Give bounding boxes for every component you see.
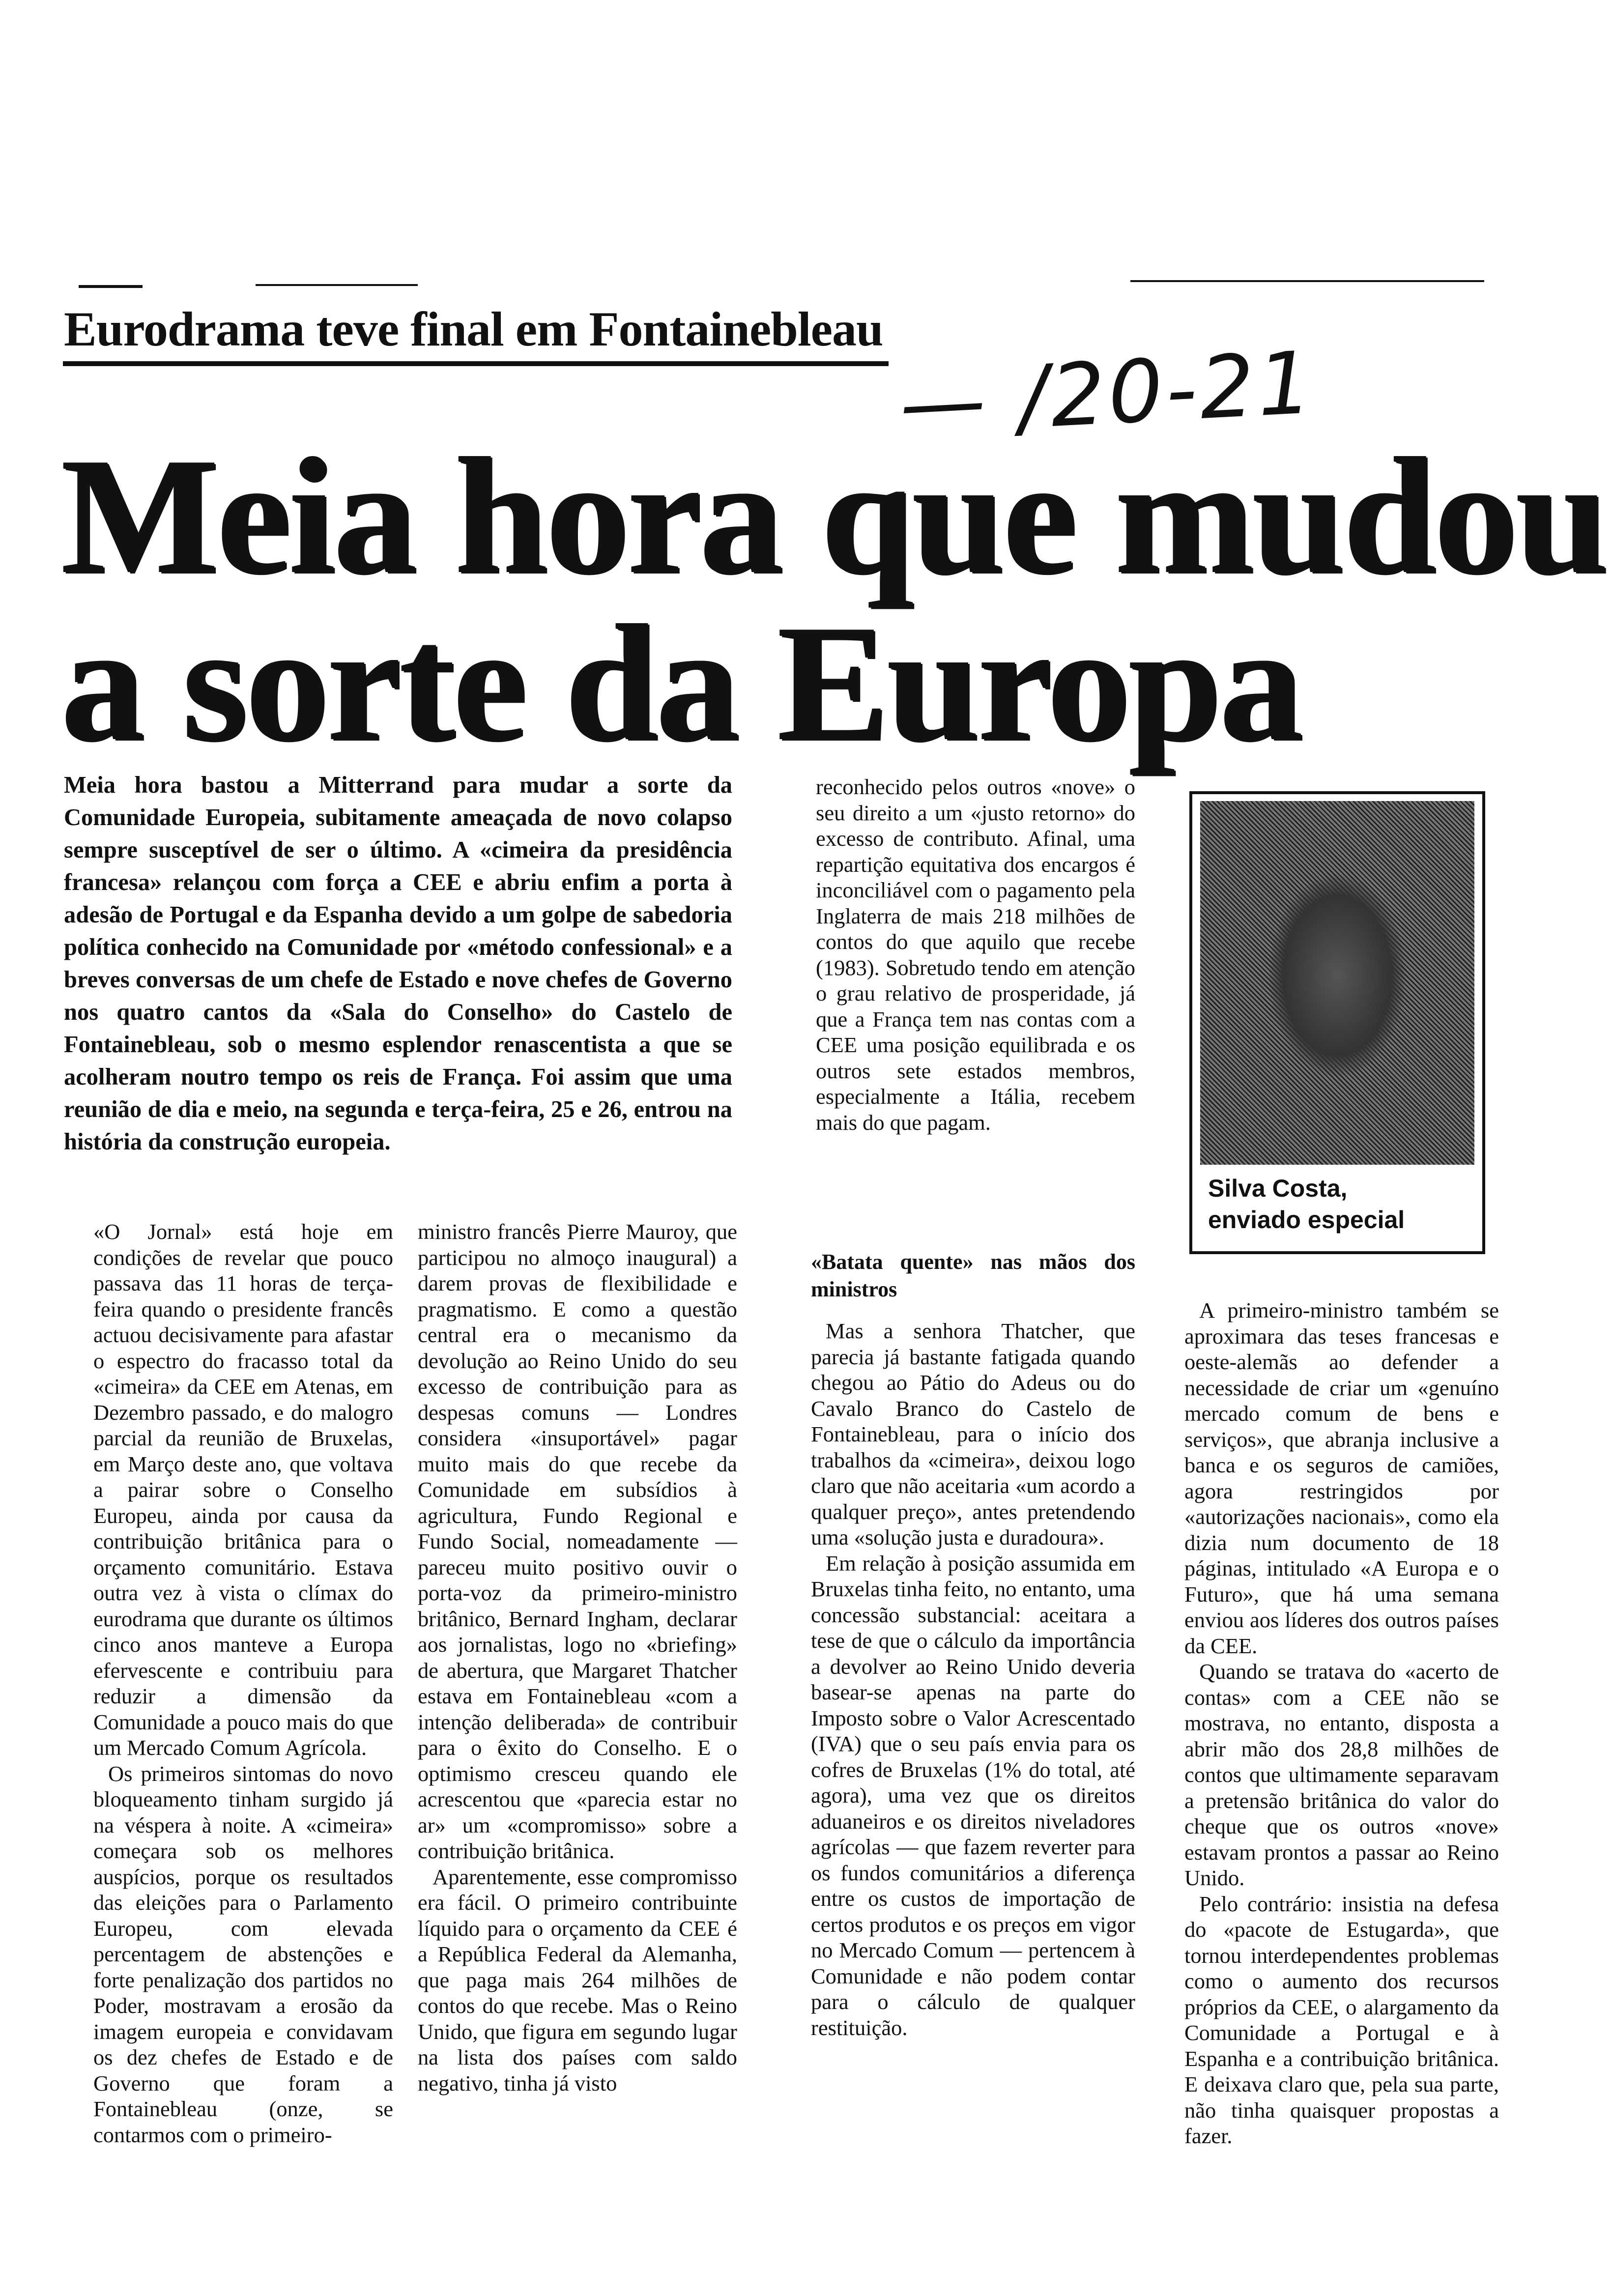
byline [1208,1173,1405,1235]
col3b-para-2: Em relação à posição assumida em Bruxelas tinha feito, no entanto, uma concessão substancial: aceitara a tese de que o cálculo da importância a devolver ao Reino Unido deveria basear-se apenas na parte do Imposto sobre o Valor Acrescentado (IVA) que o seu país envia para os cofres de Bruxelas (1% do total, até agora), uma vez que os direitos aduaneiros e os direitos niveladores agrícolas — que fazem reverter para os fundos comunitários a diferença entre os custos de importação de certos produtos e os preços em vigor no Mercado Comum — pertencem à Comunidade e não podem contar para o cálculo de qualquer restituição. [811,1550,1135,2040]
col1-para-1: «O Jornal» está hoje em condições de revelar que pouco passava das 11 horas de terça-feira quando o presidente francês actuou decisivamente para afastar o espectro do fracasso total da «cimeira» da CEE em Atenas, em Dezembro passado, e do malogro parcial da reunião de Bruxelas, em Março deste ano, que voltava a pairar sobre o Conselho Europeu, ainda por causa da contribuição britânica para o orçamento comunitário. Estava outra vez à vista o clímax do eurodrama que durante os últimos cinco anos manteve a Europa efervescente e contribuiu para reduzir a dimensão da Comunidade a pouco mais do que um Mercado Comum Agrícola. [93,1219,393,1760]
byline-role: enviado especial [1208,1206,1405,1234]
col4-para-1: A primeiro-ministro também se aproximara das teses francesas e oeste-alemãs ao defender a necessidade de criar um «genuíno mercado comum de bens e serviços», que abranja inclusive a banca e os seguros de camiões, agora restringidos por «autorizações nacionais», como ela dizia num documento de 18 páginas, intitulado «A Europa e o Futuro», que há uma semana enviou aos líderes dos outros países da CEE. [1184,1298,1499,1658]
column-4 [1184,1297,1499,2149]
column-3-bottom [811,1248,1135,2040]
col4-para-2: Quando se tratava do «acerto de contas» com a CEE não se mostrava, no entanto, disposta a abrir mão dos 28,8 milhões de contos que ultimamente separavam a pretensão britânica do valor do cheque que os outros «nove» estavam prontos a passar ao Reino Unido. [1184,1659,1499,1890]
top-rule-right [1130,280,1484,282]
top-rule-mid [256,284,418,286]
col2-para-1: ministro francês Pierre Mauroy, que participou no almoço inaugural) a darem provas de flexibilidade e pragmatismo. E como a questão central era o mecanismo da devolução ao Reino Unido do seu excesso de contribuição para as despesas comuns — Londres considera «insuportável» pagar muito mais do que recebe da Comunidade em subsídios à agricultura, Fundo Regional e Fundo Social, nomeadamente — pareceu muito positivo ouvir o porta-voz da primeiro-ministro britânico, Bernard Ingham, declarar aos jornalistas, logo no «briefing» de abertura, que Margaret Thatcher estava em Fontainebleau «com a intenção deliberada» de contribuir para o êxito do Conselho. E o optimismo cresceu quando ele acrescentou que «parecia estar no ar» um «compromisso» sobre a contribuição britânica. [418,1219,737,1863]
column-2 [418,1219,737,2096]
top-rule-left [79,285,143,288]
section-subhead: «Batata quente» nas mãos dos ministros [811,1250,1135,1301]
author-photo-box [1189,791,1485,1254]
col2-para-2: Aparentemente, esse compromisso era fácil. O primeiro contribuinte líquido para o orçamento da CEE é a República Federal da Alemanha, que paga mais 264 milhões de contos do que recebe. Mas o Reino Unido, que figura em segundo lugar na lista dos países com saldo negativo, tinha já visto [418,1864,737,2095]
kicker-underline [63,361,889,366]
author-photo [1200,801,1474,1165]
handwritten-note: — /20-21 [897,333,1318,455]
col3a-para-1: reconhecido pelos outros «nove» o seu direito a um «justo retorno» do excesso de contributo. Afinal, uma repartição equitativa dos encargos é inconciliável com o pagamento pela Inglaterra de mais 218 milhões de contos do que aquilo que recebe (1983). Sobretudo tendo em atenção o grau relativo de prosperidade, já que a França tem nas contas com a CEE uma posição equilibrada e os outros sete estados membros, especialmente a Itália, recebem mais do que pagam. [816,775,1135,1135]
byline-name: Silva Costa, [1208,1175,1348,1202]
headline-line-1: Meia hora que mudou [61,423,1607,608]
kicker-title: Eurodrama teve final em Fontainebleau [64,302,883,356]
col3b-para-1: Mas a senhora Thatcher, que parecia já bastante fatigada quando chegou ao Pátio do Adeus ou do Cavalo Branco do Castelo de Fontainebleau, para o início dos trabalhos da «cimeira», deixou logo claro que não aceitaria «um acordo a qualquer preço», antes pretendendo uma «solução justa e duradoura». [811,1319,1135,1550]
col4-para-3: Pelo contrário: insistia na defesa do «pacote de Estugarda», que tornou interdependentes problemas como o aumento dos recursos próprios da CEE, o alargamento da Comunidade a Portugal e à Espanha e a contribuição britânica. E deixava claro que, pela sua parte, não tinha quaisquer propostas a fazer. [1184,1891,1499,2148]
col1-para-2: Os primeiros sintomas do novo bloqueamento tinham surgido já na véspera à noite. A «cimeira» começara sob os melhores auspícios, porque os resultados das eleições para o Parlamento Europeu, com elevada percentagem de abstenções e forte penalização dos partidos no Poder, mostravam a erosão da imagem europeia e convidavam os dez chefes de Estado e de Governo que foram a Fontainebleau (onze, se contarmos com o primeiro- [93,1761,393,2147]
column-3-top [816,774,1135,1135]
headline-line-2: a sorte da Europa [61,590,1302,775]
column-1 [93,1219,393,2148]
lead-paragraph: Meia hora bastou a Mitterrand para mudar a sorte da Comunidade Europeia, subitamente ameaçada de novo colapso sempre susceptível de ser o último. A «cimeira da presidência francesa» relançou com força a CEE e abriu enfim a porta à adesão de Portugal e da Espanha devido a um golpe de sabedoria política conhecido na Comunidade por «método confessional» e a breves conversas de um chefe de Estado e nove chefes de Governo nos quatro cantos da «Sala do Conselho» do Castelo de Fontainebleau, sob o mesmo esplendor renascentista a que se acolheram noutro tempo os reis de França. Foi assim que uma reunião de dia e meio, na segunda e terça-feira, 25 e 26, entrou na história da construção europeia. [64,772,732,1155]
